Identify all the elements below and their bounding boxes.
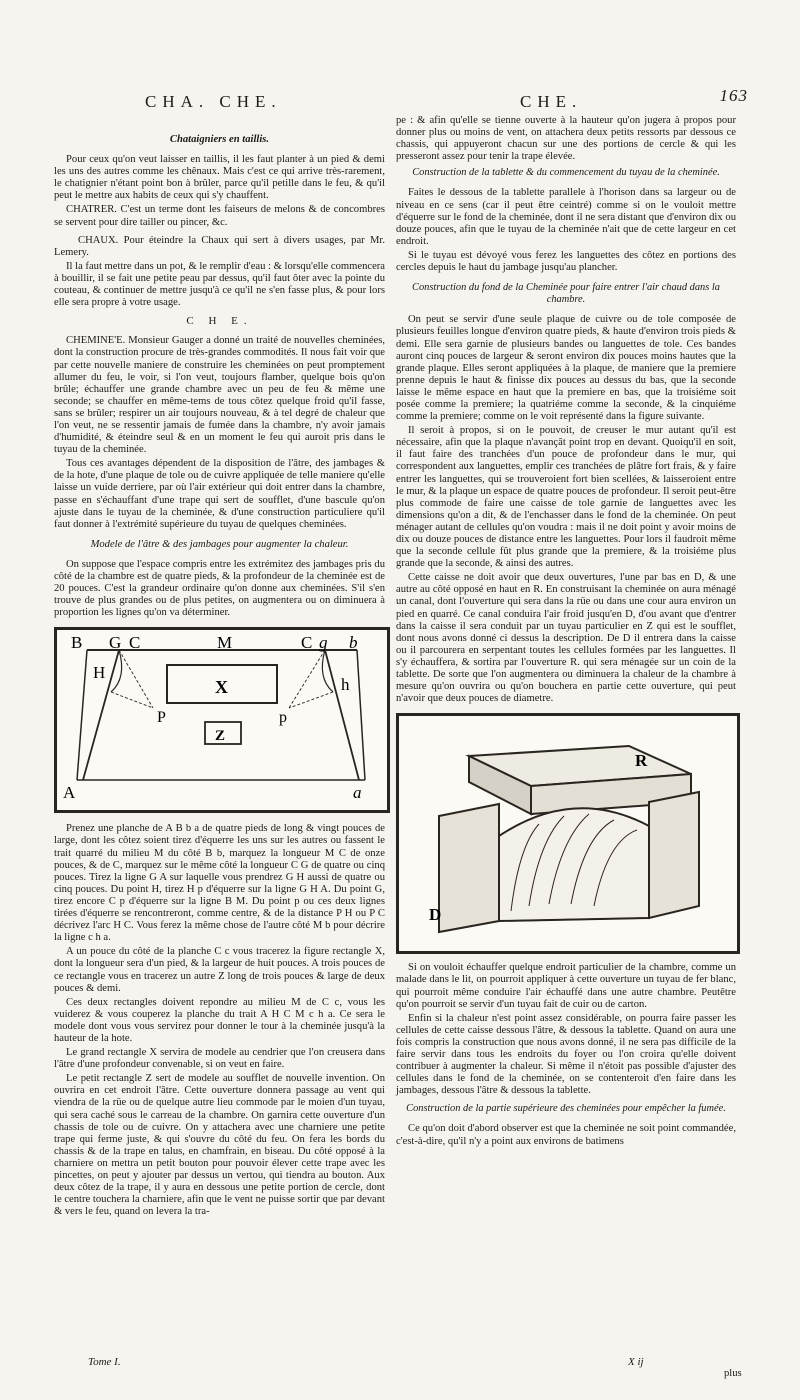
- fig1-label-h-lower: h: [341, 675, 350, 695]
- paragraph-tablette: Faites le dessous de la tablette parallele à l'horison dans sa largeur ou de niveau en ce sens (car il peut être ceintré) comme si on le vouloit mettre d'équerre sur le fond de la cheminée, dont il ne sera distant que d'environ dix ou douze pouces, afin que le tuyau de la cheminée n'ait que de cette largeur en cet endroit.: [396, 187, 736, 247]
- paragraph-tuyau: Si le tuyau est dévoyé vous ferez les languettes des côtez en portions des cercles depuis le haut du jambage jusqu'au plancher.: [396, 249, 736, 274]
- paragraph-petit-rectangle: Le petit rectangle Z sert de modele au soufflet de nouvelle invention. On ouvrira en cet endroit l'âtre. Cette ouverture donnera passage au vent qui viendra de la rüe ou de quelque autre lieu commode par le moien d'un tuyau, qui sera caché sous le carreau de la chambre. On garnira cette ouverture d'un chassis de tole ou de cuivre. On y attachera avec une charniere une petite trape qui ferme juste, & qui s'ouvre du côté du feu. On fera les bords du chassis & de la trape en talus, en chamfrain, en biseau. Du côté opposé à la charniere on mettra un petit bouton pour pouvoir élever cette trape avec les pincettes, on peut y ajouter par dessus un vertou, qui tiendra au bouton. Aux deux côtez de la trape, il y aura en dessous une petite portion de cercle, dont le centre touchera la charniere, afin que le vent ne puisse sortir que par devant & vers le feu, quand on levera la tra-: [54, 1073, 385, 1218]
- footer-signature: X ij: [628, 1356, 644, 1368]
- paragraph-fond: On peut se servir d'une seule plaque de cuivre ou de tole composée de plusieurs feuilles longue d'environ quatre pieds, & haute d'environ trois pieds & demi. Elle sera garnie de plusieurs bandes ou languettes de tole. Ces bandes auront cinq pouces de largeur & seront environ dix pouces moins hautes que la grande plaque. Elles seront appliquées à la plaque, de maniere que la premiere prenne depuis le haut & finisse dix pouces au dessus du bas, que la seconde laisse le même espace en haut que la premiere en bas, que la troisiéme soit posée comme la premiere; la quatriéme comme la seconde, & la cinquiéme comme la premiere; comme on le voit représenté dans la figure suivante.: [396, 314, 736, 423]
- paragraph-grand-rectangle: Le grand rectangle X servira de modele au cendrier que l'on creusera dans l'âtre d'une profondeur convenable, si on veut en faire.: [54, 1047, 385, 1071]
- fig1-label-m: M: [217, 633, 233, 653]
- fig2-label-d: D: [429, 905, 442, 925]
- paragraph-caisse: Cette caisse ne doit avoir que deux ouvertures, l'une par bas en D, & une autre au côté opposé en haut en R. En construisant la cheminée on aura ménagé un canal, dont l'ouverture qui sera dans la rüe ou dans une cour aura environ un pied en quarré. Ce canal conduira l'air froid jusqu'en D, d'ou avant que d'entrer dans la caisse il sera conduit par un tuyau particulier en Z qui est le soufflet, dont nous avons donné ci dessus la description. De D il entrera dans la caisse ou il parcourera en serpentant toutes les cellules formées par les languettes. Il s'y échauffera, & sortira par l'ouverture R. qui sera ménagée sur un coin de la tablette. De sorte que l'on augmentera ou diminuera la chaleur de la chambre à mesure qu'on ouvrira ou qu'on bouchera en partie cette ouverture, qui peut n'avoir que deux pouces de diametre.: [396, 572, 736, 705]
- fig1-label-c-lower: C: [301, 633, 313, 653]
- fig1-label-p-upper: P: [157, 709, 166, 727]
- title-tablette: Construction de la tablette & du commencement du tuyau de la cheminée.: [412, 167, 720, 179]
- paragraph-pouce: A un pouce du côté de la planche C c vous tracerez la figure rectangle X, dont la longueur sera d'un pied, & la largeur de huit pouces. A trois pouces de ce rectangle vous en tracerez un autre Z long de trois pouces & large de deux pouces & demi.: [54, 946, 385, 994]
- paragraph-trape-cont: pe : & afin qu'elle se tienne ouverte à la hauteur qu'on jugera à propos pour donner plus ou moins de vent, on attachera deux petits ressorts par dessous ce chassis, qui appuyeront chacun sur une des portions de cercle & qui les presseront assez pour tenir la trape élevée.: [396, 115, 736, 163]
- heading-chaux: CHAUX. Pour éteindre la Chaux qui sert à divers usages, par Mr. Lemery.: [54, 234, 385, 258]
- fig1-label-p-lower: p: [279, 709, 287, 727]
- title-partie-superieure: Construction de la partie supérieure des cheminées pour empêcher la fumée.: [406, 1103, 726, 1115]
- fig1-label-g: G: [109, 633, 122, 653]
- fig1-label-b-upper: B: [71, 633, 83, 653]
- header-left: CHA. CHE.: [145, 92, 282, 111]
- page-number: 163: [719, 86, 748, 105]
- fig2-label-r: R: [635, 751, 648, 771]
- running-header: [0, 86, 800, 116]
- footer-volume: Tome I.: [88, 1356, 121, 1368]
- paragraph-planche: Prenez une planche de A B b a de quatre pieds de long & vingt pouces de large, dont les côtez soient tirez d'équerre les uns sur les autres ou fassent le trait quarré du milieu M du côté B b, marquez la longueur M C de onze pouces, & de C, marquez sur le même côté la longueur C G de quatre ou cinq pouces. Tirez la ligne G A sur laquelle vous prendrez G H aussi de quatre ou cinq pouces. Du point H, tirez H p d'équerre sur la ligne G H A. Du point G, tirez encore C p d'équerre sur la ligne B M. Du point p ou ces deux lignes tirées d'équerre se rencontreront, comme centre, & de la distance P H ou P C décrivez l'arc H C. Vous ferez la même chose de l'autre côté M b pour décrire la ligne c h a.: [54, 823, 385, 944]
- fig1-label-a-upper: A: [63, 783, 76, 803]
- paragraph-cheminee: CHEMINE'E. Monsieur Gauger a donné un traité de nouvelles cheminées, dont la construction procure de très-grandes commodités. Il nous fait voir que par cette nouvelle maniere de construire les cheminées on peut promptement allumer du feu, le voir, si l'on veut, toujours flamber, quelque bois qu'on brûle; échauffer une grande chambre avec un peu de feu & même une seconde; se chauffer en même-tems de tous côtez quelque froid qu'il fasse, sans se brûler; respirer un air toujours nouveau, & à tel degré de chaleur que l'on veut, ne se ressentir jamais de fumée dans la chambre, n'y avoir jamais d'humidité, & éteindre seul & en un moment le feu qui auroit pris dans le tuyau de la cheminée.: [54, 335, 385, 456]
- title-modele: Modele de l'âtre & des jambages pour augmenter la chaleur.: [90, 538, 349, 550]
- title-fond: Construction du fond de la Cheminée pour faire entrer l'air chaud dans la chambre.: [412, 282, 720, 306]
- header-middle: CHE.: [520, 92, 583, 111]
- paragraph-propos: Il seroit à propos, si on le pouvoit, de creuser le mur autant qu'il est nécessaire, afin que la plaque n'avançât point trop en devant. Quoiqu'il en soit, il faut faire des tranchées d'un pouce de profondeur dans le mur, qui correspondent aux languettes, emplir ces tranchées de plâtre fort frais, & y faire entrer les languettes, qui se trouveroient fort bien scellées, & laisseroient entre le mur, & la plaque un espace de quatre pouces de profondeur. Il seroit peut-être plus commode de faire une caisse de tole garnie de languettes avec les dimensions qu'on a dit, & de l'enchasser dans le fond de la cheminée. On peut ménager autant de cellules qu'on voudra : mais il ne doit point y avoir moins de dix ou douze pouces de distance entre les languettes. Pour lors il faudroit même que la seconde cellule fût plus grande que la premiere, & la troisiéme plus grande que la seconde, & ainsi des autres.: [396, 425, 736, 570]
- fireplace-box-svg: [399, 716, 731, 945]
- fireplace-box-diagram: [396, 713, 740, 954]
- paragraph-rectangles: Ces deux rectangles doivent repondre au milieu M de C c, vous les vuiderez & vous couperez la planche du trait A H C M c h a. Ce sera le modele dont vous vous servirez pour donner le tour à la cheminée jusqu'à la hauteur de la hote.: [54, 996, 385, 1044]
- paragraph-last: Ce qu'on doit d'abord observer est que la cheminée ne soit point commandée, c'est-à-dire, qu'il n'y a point aux environs de batimens: [396, 1123, 736, 1147]
- section-heading-che: C H E.: [186, 315, 253, 328]
- fig1-label-z: Z: [215, 728, 226, 745]
- fig1-label-x: X: [215, 677, 228, 698]
- right-column: [396, 115, 736, 1150]
- paragraph-avantages: Tous ces avantages dépendent de la disposition de l'âtre, des jambages & de la hote, d'une plaque de tole ou de cuivre appliquée de telle maniere qu'elle laisse un vuide derriere, par où l'air extérieur qui doit entrer dans la chambre, passe en s'échauffant d'une trape qui sert de soufflet, d'une bascule qu'on ajuste dans le tuyau de la cheminée, & d'une construction particuliere qu'il faut donner à l'extrémité supérieure du tuyau de quelques cheminées.: [54, 458, 385, 530]
- paragraph-malade: Si on vouloit échauffer quelque endroit particulier de la chambre, comme un malade dans le lit, on pourroit appliquer à cette ouverture un tuyau de fer blanc, qui pourroit même conduire l'air échauffé dans une autre chambre. Peutêtre qu'on pourroit se servir d'un tuyau fait de cuir ou de carton.: [396, 962, 736, 1010]
- hearth-diagram-svg: [57, 630, 381, 804]
- paragraph-chataigniers: Pour ceux qu'on veut laisser en taillis, il les faut planter à un pied & demi les uns des autres comme les chênaux. Mais c'est ce qui arrive très-rarement, le chatignier n'étant point bon à brûler, parce qu'il petille dans le feu, & qu'il peut le mettre aux habits de ceux qui s'y chauffent.: [54, 154, 385, 202]
- fig1-label-c: C: [129, 633, 141, 653]
- fig1-label-b-lower: b: [349, 633, 358, 653]
- fig1-label-a-lower: a: [353, 783, 362, 803]
- left-column: [54, 130, 385, 1220]
- title-chataigniers: Chataigniers en taillis.: [169, 134, 270, 145]
- fig1-label-g-lower: g: [319, 633, 328, 653]
- paragraph-modele: On suppose que l'espace compris entre les extrémitez des jambages pris du côté de la chambre est de quatre pieds, & la profondeur de la cheminée est de 20 pouces. C'est la grandeur ordinaire qu'on donne aux cheminées. S'il s'en trouve de plus grandes ou de plus petites, on augmentera ou on diminuera à proportion les lignes qu'on va déterminer.: [54, 558, 385, 619]
- hearth-diagram: [54, 627, 390, 813]
- fig1-label-h-upper: H: [93, 663, 106, 683]
- paragraph-chatrer: CHATRER. C'est un terme dont les faiseurs de melons & de concombres se servent pour dire tailler ou pincer, &c.: [54, 204, 385, 228]
- paragraph-chaux: Il la faut mettre dans un pot, & le remplir d'eau : & lorsqu'elle commencera à bouillir, il se fait une petite peau par dessus, qu'il faut ôter avec la pointe du couteau, & continuer de mettre jusqu'à ce qu'il ne s'en fasse plus, & pour lors elle sera propre à votre usage.: [54, 260, 385, 309]
- paragraph-enfin: Enfin si la chaleur n'est point assez considérable, on pourra faire passer les cellules de cette caisse dessous l'âtre, & dessous la tablette. Quand on aura une fois compris la construction que nous avons donné, il ne sera pas difficile de la faire servir dans tous les endroits du foyer ou l'on croira qu'elle doivent contribuer à augmenter la chaleur. Si même il n'étoit pas possible d'ajuster des cellules dans le fond de la cheminée, on se contenteroit d'en faire dans les jambages, dessous l'âtre & dessous la tablette.: [396, 1012, 736, 1097]
- footer-catchword: plus: [724, 1368, 742, 1379]
